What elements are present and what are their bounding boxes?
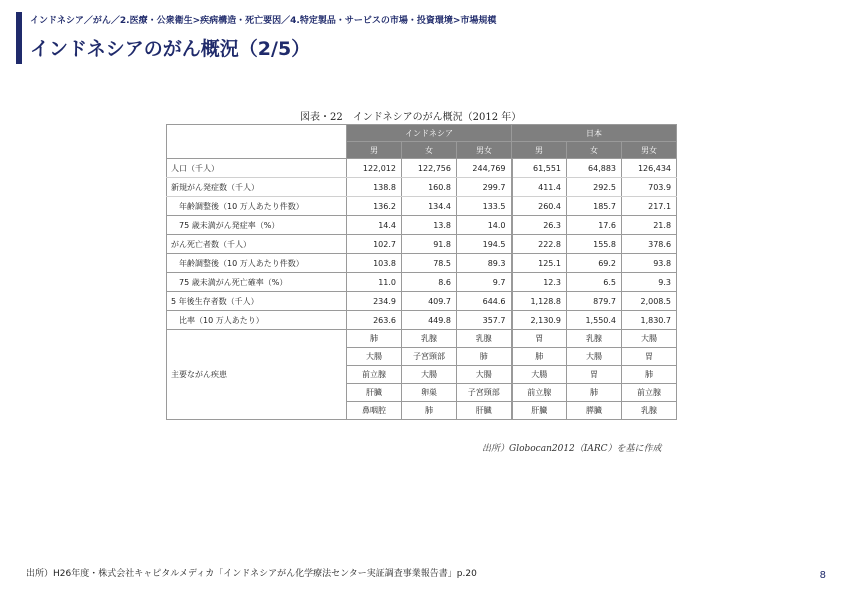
cancer-site-cell: 胃 (567, 366, 622, 384)
table-cell: 89.3 (457, 254, 512, 273)
header-indonesia: インドネシア (347, 125, 512, 142)
cancer-site-cell: 乳腺 (457, 330, 512, 348)
table-cell: 134.4 (402, 197, 457, 216)
page-number: 8 (819, 570, 826, 581)
table-row (167, 159, 677, 178)
cancer-site-cell: 肺 (402, 402, 457, 420)
breadcrumb: インドネシア／がん／2.医療・公衆衛生>疾病構造・死亡要因／4.特定製品・サービスの市場・投資環境>市場規模 (30, 16, 497, 26)
table-cell: 263.6 (347, 311, 402, 330)
table-row (167, 216, 677, 235)
cancer-site-cell: 膵臓 (567, 402, 622, 420)
table-cell: 69.2 (567, 254, 622, 273)
table-cell: 644.6 (457, 292, 512, 311)
table-cell: 122,756 (402, 159, 457, 178)
table-cell: 93.8 (622, 254, 677, 273)
cancer-site-cell: 大腸 (512, 366, 567, 384)
table-cell: 13.8 (402, 216, 457, 235)
cancer-site-cell: 胃 (512, 330, 567, 348)
cancer-site-cell: 胃 (622, 348, 677, 366)
cancer-overview-table-wrap (166, 124, 677, 420)
cancer-site-cell: 前立腺 (512, 384, 567, 402)
cancer-site-cell: 前立腺 (347, 366, 402, 384)
table-cell: 14.4 (347, 216, 402, 235)
cancer-site-cell: 大腸 (347, 348, 402, 366)
cancer-site-cell: 大腸 (402, 366, 457, 384)
table-cell: 879.7 (567, 292, 622, 311)
table-cell: 11.0 (347, 273, 402, 292)
table-source-note: 出所）Globocan2012（IARC）を基に作成 (482, 444, 662, 454)
cancer-overview-table (166, 124, 677, 420)
table-cell: 299.7 (457, 178, 512, 197)
table-cell: 6.5 (567, 273, 622, 292)
cancer-site-cell: 大腸 (567, 348, 622, 366)
table-cell: 133.5 (457, 197, 512, 216)
table-cell: 91.8 (402, 235, 457, 254)
title-accent-bar (16, 12, 22, 64)
cancer-site-cell: 乳腺 (567, 330, 622, 348)
table-row (167, 235, 677, 254)
table-cell: 1,550.4 (567, 311, 622, 330)
table-cell: 222.8 (512, 235, 567, 254)
table-cell: 17.6 (567, 216, 622, 235)
table-cell: 1,830.7 (622, 311, 677, 330)
table-cell: 234.9 (347, 292, 402, 311)
row-label: 75 歳未満がん発症率（%） (167, 216, 347, 235)
header-japan: 日本 (512, 125, 677, 142)
table-cell: 122,012 (347, 159, 402, 178)
cancer-site-cell: 乳腺 (402, 330, 457, 348)
row-label: 比率（10 万人あたり） (167, 311, 347, 330)
table-cell: 12.3 (512, 273, 567, 292)
table-row (167, 178, 677, 197)
row-label: 人口（千人） (167, 159, 347, 178)
cancer-site-cell: 肺 (347, 330, 402, 348)
table-cell: 64,883 (567, 159, 622, 178)
cancer-site-row (167, 330, 677, 348)
row-label: がん死亡者数（千人） (167, 235, 347, 254)
subheader-jp-total: 男女 (622, 142, 677, 159)
table-cell: 138.8 (347, 178, 402, 197)
table-cell: 411.4 (512, 178, 567, 197)
table-cell: 2,130.9 (512, 311, 567, 330)
table-cell: 160.8 (402, 178, 457, 197)
cancer-site-cell: 子宮頸部 (457, 384, 512, 402)
table-cell: 26.3 (512, 216, 567, 235)
table-cell: 244,769 (457, 159, 512, 178)
main-cancers-label: 主要ながん疾患 (167, 330, 347, 420)
cancer-site-cell: 前立腺 (622, 384, 677, 402)
cancer-site-cell: 肺 (457, 348, 512, 366)
subheader-id-female: 女 (402, 142, 457, 159)
table-cell: 409.7 (402, 292, 457, 311)
cancer-site-cell: 肺 (622, 366, 677, 384)
subheader-jp-female: 女 (567, 142, 622, 159)
footer-source: 出所）H26年度・株式会社キャピタルメディカ「インドネシアがん化学療法センター実証調査事業報告書」p.20 (26, 569, 477, 579)
row-label: 年齢調整後（10 万人あたり件数） (167, 197, 347, 216)
table-row (167, 197, 677, 216)
page-title: インドネシアのがん概況（2/5） (30, 38, 311, 60)
subheader-jp-male: 男 (512, 142, 567, 159)
table-row (167, 311, 677, 330)
cancer-site-cell: 乳腺 (622, 402, 677, 420)
table-cell: 9.3 (622, 273, 677, 292)
table-cell: 703.9 (622, 178, 677, 197)
table-cell: 102.7 (347, 235, 402, 254)
cancer-site-cell: 鼻咽腔 (347, 402, 402, 420)
table-row (167, 273, 677, 292)
cancer-site-cell: 大腸 (457, 366, 512, 384)
table-row (167, 292, 677, 311)
table-cell: 185.7 (567, 197, 622, 216)
table-cell: 78.5 (402, 254, 457, 273)
cancer-site-cell: 大腸 (622, 330, 677, 348)
table-cell: 378.6 (622, 235, 677, 254)
table-cell: 14.0 (457, 216, 512, 235)
table-row (167, 254, 677, 273)
cancer-site-cell: 肝臓 (347, 384, 402, 402)
table-cell: 21.8 (622, 216, 677, 235)
table-cell: 9.7 (457, 273, 512, 292)
subheader-id-male: 男 (347, 142, 402, 159)
subheader-id-total: 男女 (457, 142, 512, 159)
table-cell: 61,551 (512, 159, 567, 178)
table-cell: 217.1 (622, 197, 677, 216)
cancer-site-cell: 肝臓 (512, 402, 567, 420)
row-label: 新規がん発症数（千人） (167, 178, 347, 197)
cancer-site-cell: 肺 (512, 348, 567, 366)
table-cell: 155.8 (567, 235, 622, 254)
cancer-site-cell: 肺 (567, 384, 622, 402)
table-cell: 125.1 (512, 254, 567, 273)
table-corner-cell (167, 125, 347, 159)
table-cell: 8.6 (402, 273, 457, 292)
row-label: 75 歳未満がん死亡確率（%） (167, 273, 347, 292)
table-cell: 1,128.8 (512, 292, 567, 311)
table-cell: 357.7 (457, 311, 512, 330)
cancer-site-cell: 肝臓 (457, 402, 512, 420)
row-label: 年齢調整後（10 万人あたり件数） (167, 254, 347, 273)
table-cell: 103.8 (347, 254, 402, 273)
row-label: 5 年後生存者数（千人） (167, 292, 347, 311)
cancer-site-cell: 卵巣 (402, 384, 457, 402)
cancer-site-cell: 子宮頸部 (402, 348, 457, 366)
table-cell: 136.2 (347, 197, 402, 216)
table-cell: 260.4 (512, 197, 567, 216)
table-cell: 449.8 (402, 311, 457, 330)
table-caption: 図表・22 インドネシアのがん概況（2012 年） (300, 112, 522, 123)
table-cell: 126,434 (622, 159, 677, 178)
table-cell: 292.5 (567, 178, 622, 197)
table-cell: 194.5 (457, 235, 512, 254)
table-cell: 2,008.5 (622, 292, 677, 311)
